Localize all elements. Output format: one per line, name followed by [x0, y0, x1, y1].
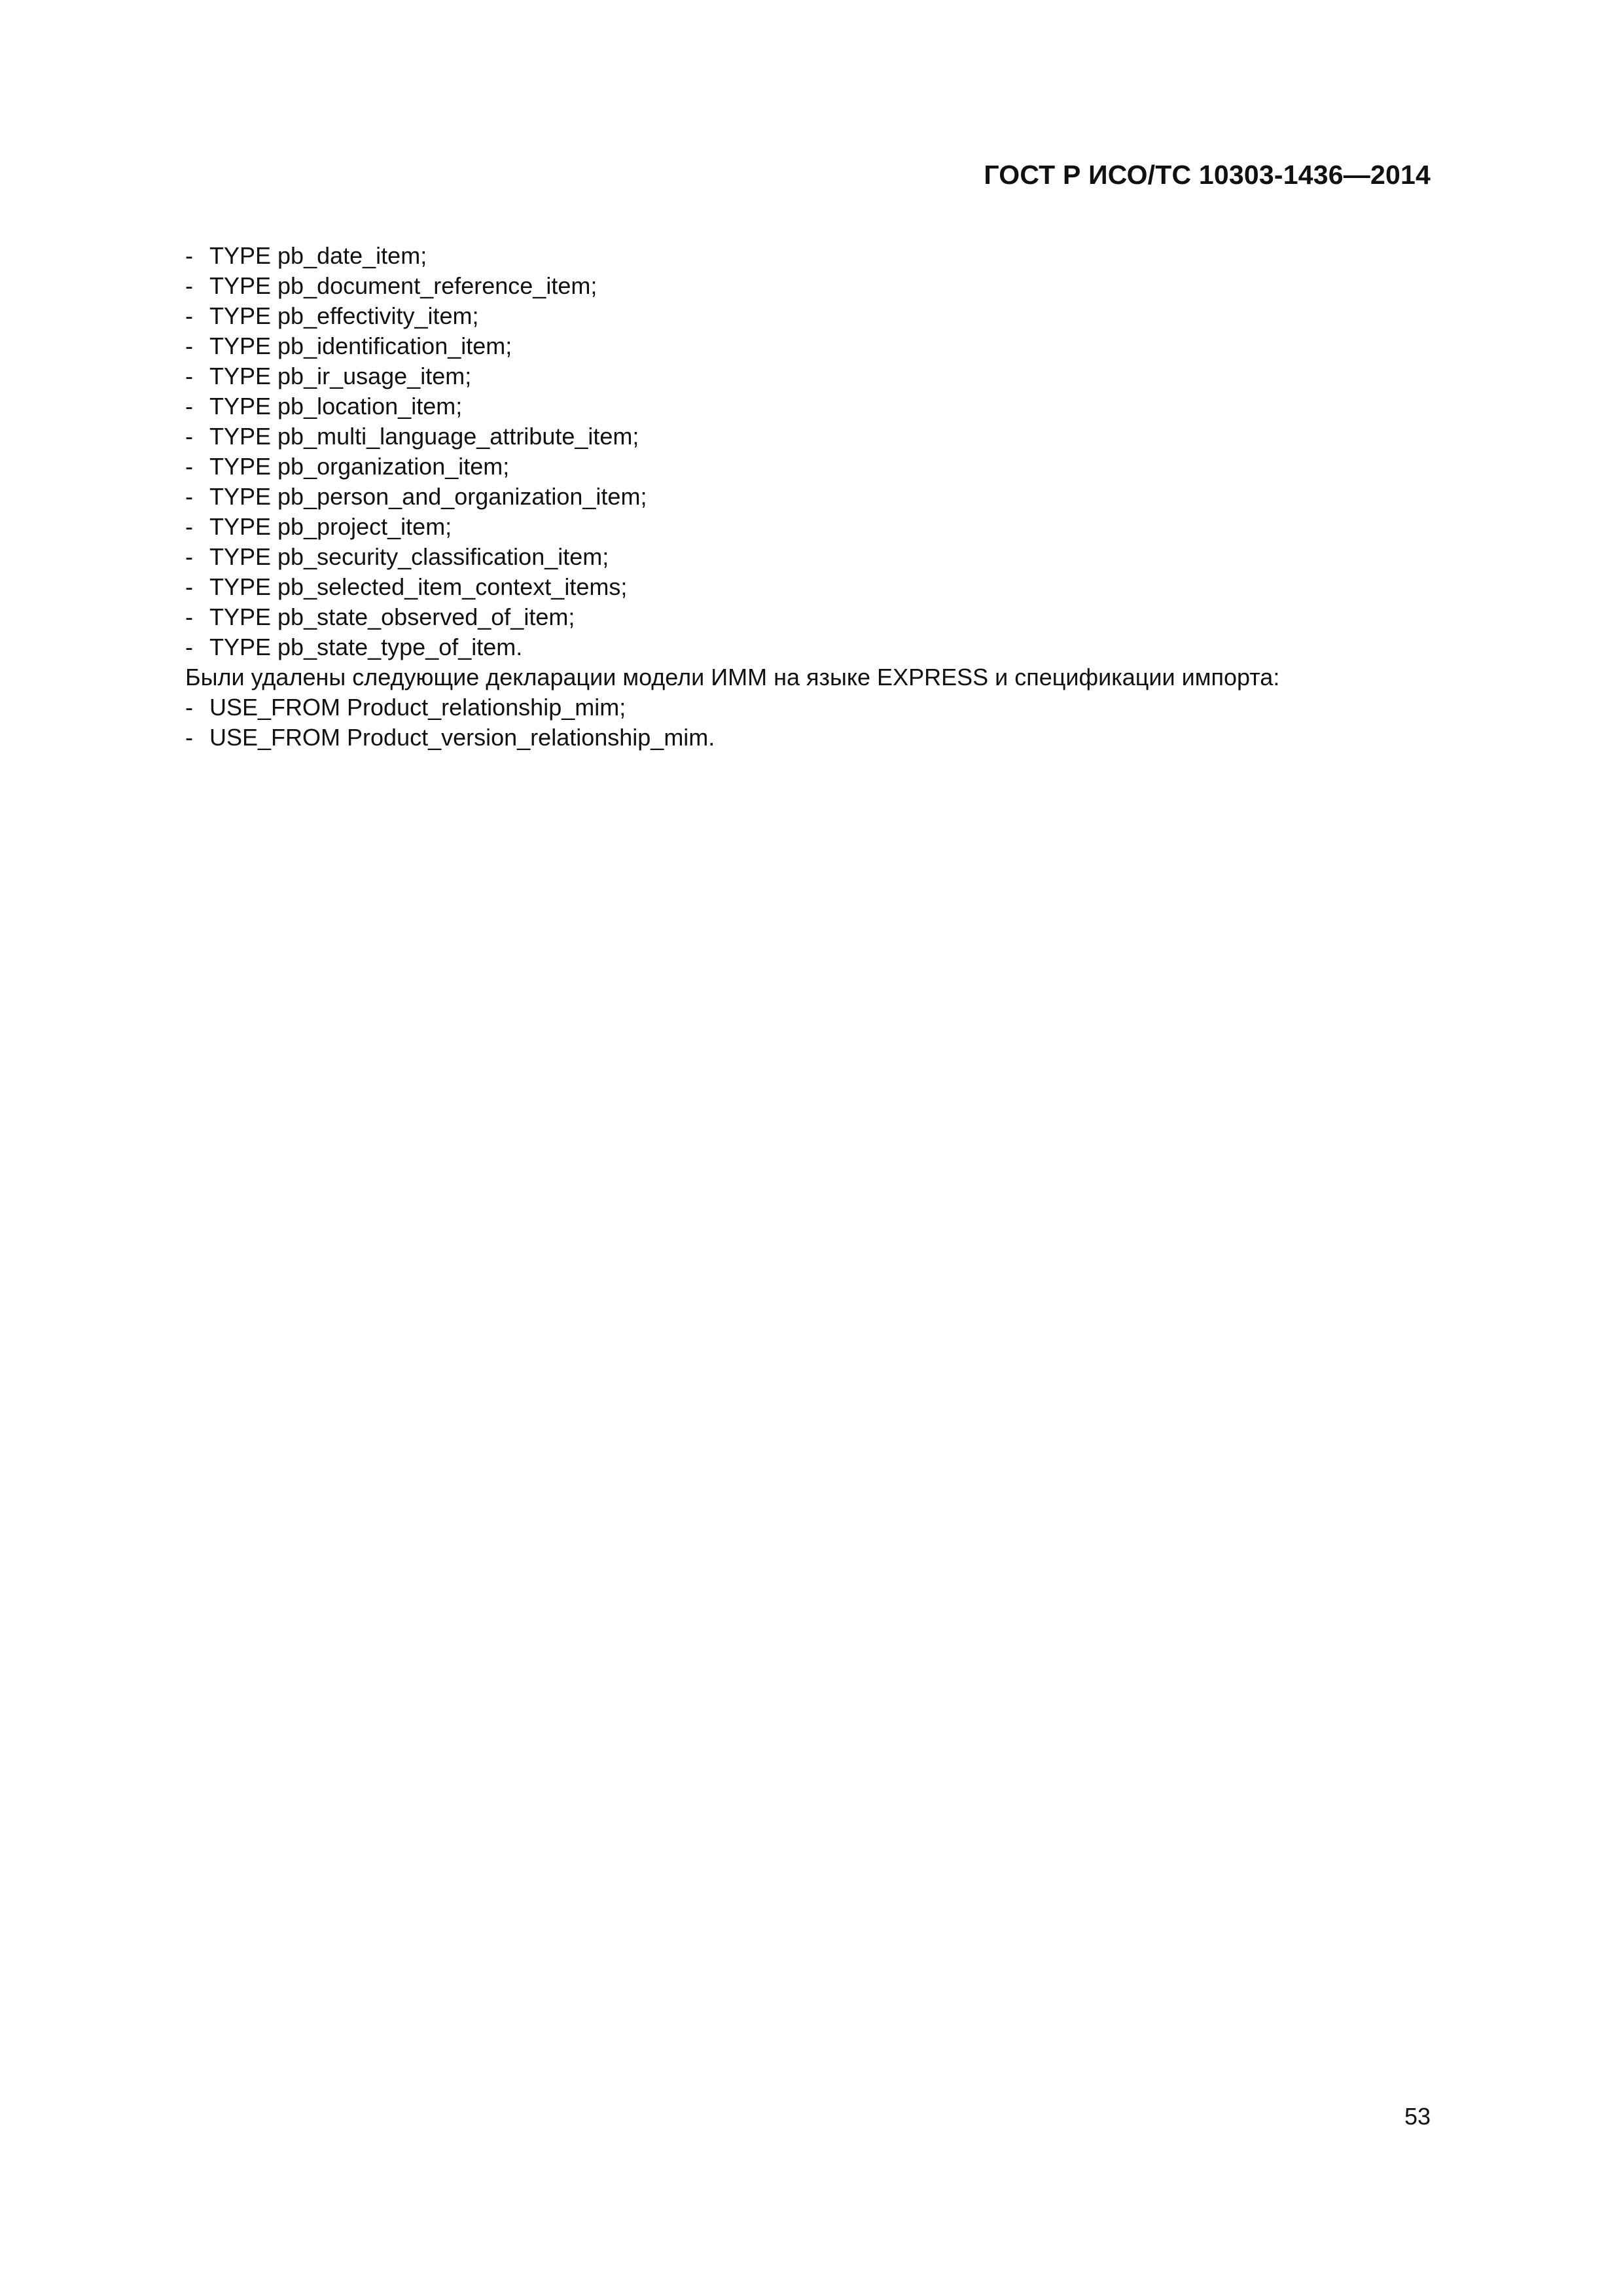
list-item: - TYPE pb_project_item; — [185, 512, 1429, 542]
list-bullet: - — [185, 483, 193, 510]
list-item: - TYPE pb_selected_item_context_items; — [185, 572, 1429, 602]
list-bullet: - — [185, 393, 193, 420]
list-item: - TYPE pb_location_item; — [185, 391, 1429, 422]
list-bullet: - — [185, 724, 193, 751]
list-bullet: - — [185, 302, 193, 329]
page-content — [185, 241, 1429, 753]
list-item: - USE_FROM Product_relationship_mim; — [185, 692, 1429, 723]
removed-types-list — [185, 241, 1429, 662]
page-number: 53 — [1404, 2103, 1431, 2130]
list-bullet: - — [185, 694, 193, 721]
list-bullet: - — [185, 543, 193, 570]
list-bullet: - — [185, 332, 193, 359]
list-item: - TYPE pb_document_reference_item; — [185, 271, 1429, 301]
removed-declarations-paragraph: Были удалены следующие декларации модели ИММ на языке EXPRESS и спецификации импорта: — [185, 664, 1280, 691]
list-item: - TYPE pb_state_observed_of_item; — [185, 602, 1429, 632]
list-bullet: - — [185, 272, 193, 299]
list-bullet: - — [185, 634, 193, 660]
list-item: - TYPE pb_organization_item; — [185, 452, 1429, 482]
list-item: - TYPE pb_effectivity_item; — [185, 301, 1429, 331]
list-item: - USE_FROM Product_version_relationship_mim. — [185, 723, 1429, 753]
list-item: - TYPE pb_multi_language_attribute_item; — [185, 422, 1429, 452]
list-item: - TYPE pb_security_classification_item; — [185, 542, 1429, 572]
list-item: - TYPE pb_ir_usage_item; — [185, 361, 1429, 391]
list-bullet: - — [185, 603, 193, 630]
list-bullet: - — [185, 363, 193, 389]
list-item: - TYPE pb_state_type_of_item. — [185, 632, 1429, 662]
list-bullet: - — [185, 423, 193, 450]
list-item: - TYPE pb_identification_item; — [185, 331, 1429, 361]
list-item: - TYPE pb_person_and_organization_item; — [185, 482, 1429, 512]
document-number-header: ГОСТ Р ИСО/ТС 10303-1436—2014 — [984, 160, 1431, 190]
list-bullet: - — [185, 453, 193, 480]
list-bullet: - — [185, 242, 193, 269]
removed-imports-list — [185, 692, 1429, 753]
list-bullet: - — [185, 573, 193, 600]
list-bullet: - — [185, 513, 193, 540]
list-item: - TYPE pb_date_item; — [185, 241, 1429, 271]
